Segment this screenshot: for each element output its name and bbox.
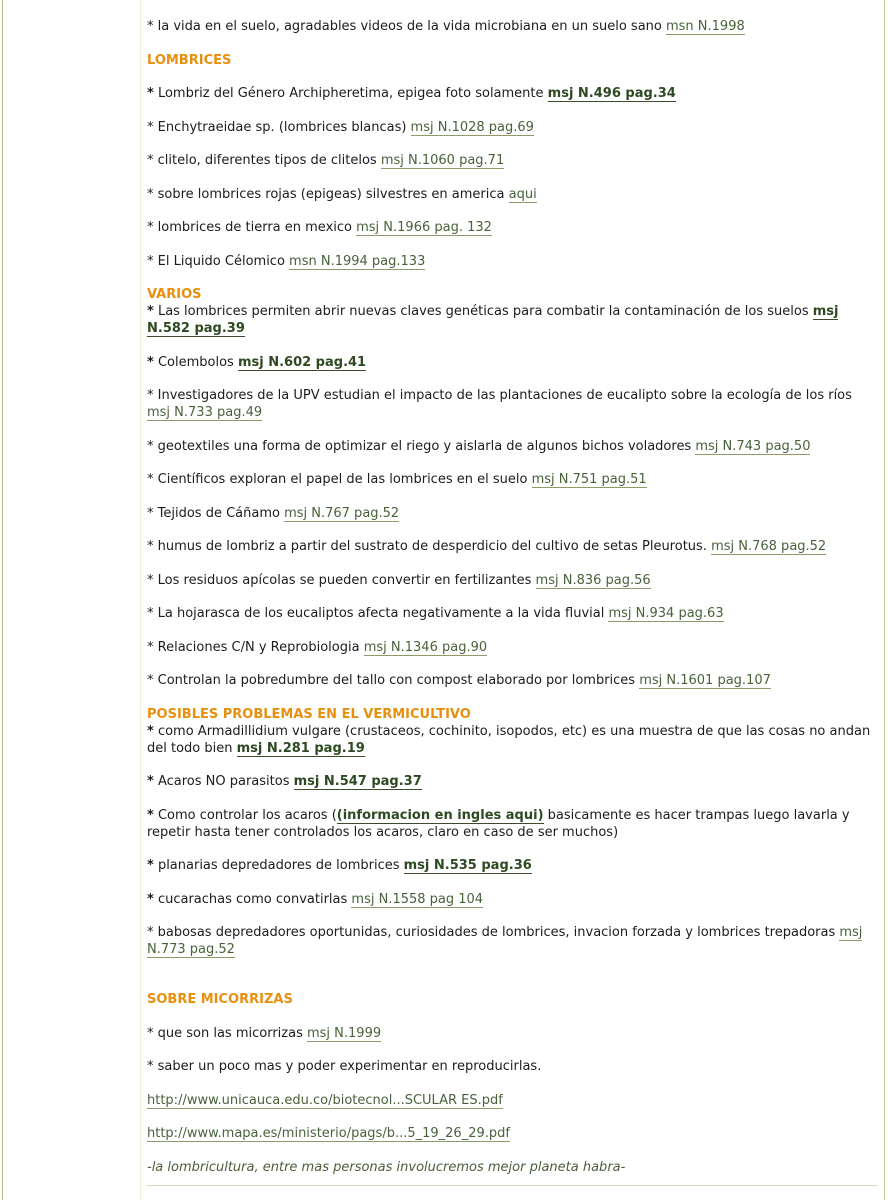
message-link[interactable]: msj N.1060 pag.71: [380, 153, 505, 168]
info-english-link[interactable]: (informacion en ingles aqui): [336, 807, 544, 823]
column-left-border: [140, 0, 141, 1200]
list-item: * humus de lombriz a partir del sustrato de desperdicio del cultivo de setas Pleurotus. msj N.768 pag.52: [147, 539, 827, 554]
list-item: * sobre lombrices rojas (epigeas) silvestres en america aqui: [147, 186, 537, 202]
message-link[interactable]: msj N.768 pag.52: [711, 539, 827, 554]
list-item: * Enchytraeidae sp. (lombrices blancas) msj N.1028 pag.69: [147, 119, 534, 135]
message-link[interactable]: msj N.767 pag.52: [284, 505, 400, 521]
left-border: [2, 0, 3, 1200]
section-heading-problemas: POSIBLES PROBLEMAS EN EL VERMICULTIVO: [147, 706, 471, 722]
external-url-link[interactable]: http://www.unicauca.edu.co/biotecnol...SCULAR ES.pdf: [147, 1092, 503, 1108]
message-link[interactable]: msj N.1558 pag 104: [351, 891, 484, 907]
message-link[interactable]: msj N.1601 pag.107: [639, 673, 771, 688]
aqui-link[interactable]: aqui: [508, 186, 537, 202]
list-item: * que son las micorrizas msj N.1999: [147, 1025, 382, 1041]
section-heading-varios: VARIOS: [147, 287, 202, 302]
list-item: * geotextiles una forma de optimizar el riego y aislarla de algunos bichos voladores msj N.743 pag.50: [147, 438, 811, 454]
list-item: * lombrices de tierra en mexico msj N.1966 pag. 132: [147, 220, 492, 235]
list-item: * Como controlar los acaros ((informacion en ingles aqui) basicamente es hacer trampas luego lavarla y repetir hasta tener controlados los acaros, claro en caso de ser muchos): [147, 807, 850, 840]
list-item: * clitelo, diferentes tipos de clitelos msj N.1060 pag.71: [147, 153, 505, 168]
section-heading-lombrices: LOMBRICES: [147, 52, 232, 68]
list-item: * la vida en el suelo, agradables videos de la vida microbiana en un suelo sano msn N.1998: [147, 19, 745, 34]
column-right-border: [884, 0, 885, 1200]
external-url-link[interactable]: http://www.mapa.es/ministerio/pags/b...5_19_26_29.pdf: [147, 1126, 510, 1141]
list-item: * babosas depredadores oportunidas, curiosidades de lombrices, invacion forzada y lombrices trepadoras msj N.773 pag.52: [147, 925, 863, 957]
message-link[interactable]: msn N.1998: [665, 19, 745, 34]
message-link[interactable]: msj N.1346 pag.90: [363, 639, 488, 655]
message-link[interactable]: msj N.535 pag.36: [403, 858, 532, 873]
message-link[interactable]: msj N.582 pag.39: [147, 304, 839, 336]
list-item: * saber un poco mas y poder experimentar en reproducirlas.: [147, 1059, 542, 1074]
url-line: [147, 1092, 875, 1109]
message-link[interactable]: msj N.1999: [306, 1025, 382, 1041]
list-item: * Científicos exploran el papel de las lombrices en el suelo msj N.751 pag.51: [147, 472, 647, 487]
message-link[interactable]: msj N.836 pag.56: [535, 572, 651, 588]
message-link[interactable]: msj N.496 pag.34: [547, 86, 676, 101]
spacer: [147, 975, 875, 992]
url-line: [147, 1125, 875, 1142]
list-item: * Las lombrices permiten abrir nuevas claves genéticas para combatir la contaminación de los suelos msj N.582 pag.39: [147, 304, 839, 336]
message-link[interactable]: msj N.602 pag.41: [237, 354, 367, 370]
signature-divider: [147, 1185, 878, 1186]
list-item: * Controlan la pobredumbre del tallo con compost elaborado por lombrices msj N.1601 pag.107: [147, 673, 771, 688]
list-item: * planarias depredadores de lombrices msj N.535 pag.36: [147, 858, 532, 873]
message-link[interactable]: msj N.773 pag.52: [147, 925, 863, 957]
post-content: [147, 18, 875, 1192]
message-link[interactable]: msj N.281 pag.19: [236, 740, 365, 756]
list-item: * La hojarasca de los eucaliptos afecta negativamente a la vida fluvial msj N.934 pag.63: [147, 606, 724, 621]
message-link[interactable]: msj N.1028 pag.69: [410, 119, 534, 135]
list-item: * como Armadillidium vulgare (crustaceos, cochinito, isopodos, etc) es una muestra de que las cosas no andan del todo bien msj N.281 pag.19: [147, 723, 871, 756]
message-link[interactable]: msj N.743 pag.50: [695, 438, 811, 454]
message-link[interactable]: msj N.751 pag.51: [531, 472, 647, 487]
message-link[interactable]: msn N.1994 pag.133: [289, 253, 426, 269]
list-item: * Relaciones C/N y Reprobiologia msj N.1346 pag.90: [147, 639, 488, 655]
message-link[interactable]: msj N.733 pag.49: [147, 405, 263, 420]
list-item: * Tejidos de Cáñamo msj N.767 pag.52: [147, 505, 400, 521]
list-item: * Los residuos apícolas se pueden convertir en fertilizantes msj N.836 pag.56: [147, 572, 651, 588]
signature: -la lombricultura, entre mas personas involucremos mejor planeta habra-: [147, 1159, 626, 1175]
spacer: [147, 958, 875, 975]
list-item: * El Liquido Célomico msn N.1994 pag.133: [147, 253, 426, 269]
list-item: * Colembolos msj N.602 pag.41: [147, 354, 367, 370]
section-heading-micorrizas: SOBRE MICORRIZAS: [147, 992, 293, 1007]
list-item: * cucarachas como convatirlas msj N.1558 pag 104: [147, 891, 484, 907]
message-link[interactable]: msj N.934 pag.63: [608, 606, 724, 621]
message-link[interactable]: msj N.1966 pag. 132: [356, 220, 492, 235]
message-link[interactable]: msj N.547 pag.37: [293, 774, 422, 789]
list-item: * Acaros NO parasitos msj N.547 pag.37: [147, 774, 422, 789]
list-item: * Lombriz del Género Archipheretima, epigea foto solamente msj N.496 pag.34: [147, 86, 676, 101]
list-item: * Investigadores de la UPV estudian el impacto de las plantaciones de eucalipto sobre la ecología de los ríos msj N.733 pag.49: [147, 388, 852, 420]
